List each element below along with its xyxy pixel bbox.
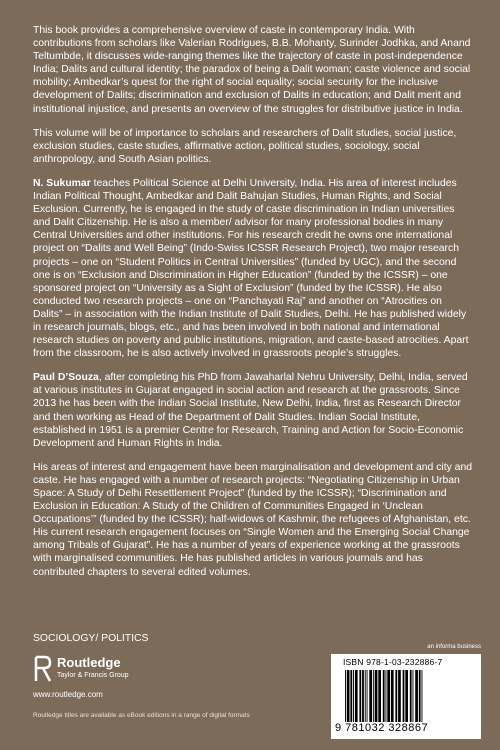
routledge-logo-icon <box>33 655 53 683</box>
souza-bio-text: , after completing his PhD from Jawaharlal Nehru University, Delhi, India, served at various institutes in Gujarat engaged in social action and research at the grassroots. Since 2013 he has been with the Indian Social Institute, New Delhi, India, first as Research Director and then working as Head of the Department of Dalit Studies. Indian Social Institute, established in 1951 is a premier Centre for Research, Training and Action for Socio-Economic Development and Human Rights in India. <box>33 372 468 449</box>
author-name-sukumar: N. Sukumar <box>33 177 91 189</box>
barcode-digits: 9 781032 328867 <box>335 722 429 734</box>
ebook-note: Routledge titles are available as eBook editions in a range of digital formats <box>33 712 250 719</box>
blurb <box>33 24 473 587</box>
souza-bio-paragraph <box>33 371 473 450</box>
isbn-label: ISBN 978-1-03-232886-7 <box>343 657 443 667</box>
souza-interests-paragraph: His areas of interest and engagement have been marginalisation and development and city and caste. He has engaged with a number of research projects: “Negotiating Citizenship in Urban Space: A Study of Delhi Resettlement Project” (funded by the ICSSR); “Discrimination and Exclusion in Education: A Study of the Children of Communities Engaged in ‘Unclean Occupations’” (funded by the ICSSR); half-widows of Kashmir, the refugees of Afghanistan, etc. His current research engagement focuses on “Single Women and the Emerging Social Change among Tribals of Gujarat”. He has a number of years of experience working at the grassroots with marginalised communities. He has published articles in various journals and has contributed chapters to several edited volumes. <box>33 461 472 578</box>
overview-paragraph: This book provides a comprehensive overview of caste in contemporary India. With contributions from scholars like Valerian Rodrigues, B.B. Mohanty, Surinder Jodhka, and Anand Teltumbde, it discusses wide-ranging themes like the trajectory of caste in post-independence India; Dalits and cultural identity; the paradox of being a Dalit woman; caste violence and social mobility; Ambedkar’s quest for the right of social equality; social security for the inclusive development of Dalits; discrimination and exclusion of Dalits in education; and Dalit merit and institutional injustice, and presents an overview of the struggles for distributive justice in India. <box>33 25 471 115</box>
informa-tagline: an informa business <box>427 644 481 650</box>
barcode-block <box>331 644 481 739</box>
sukumar-bio-text: teaches Political Science at Delhi University, India. His area of interest includes Indian Political Thought, Ambedkar and Dalit Bahujan Studies, Human Rights, and Social Exclusion. Currently, he is engaged in the study of caste discrimination in Indian universities and Dalit Citizenship. He is also a member/ advisor for many professional bodies in many Central Universities and other institutions. For his research credit he owns one international project on “Dalits and Well Being” (Indo-Swiss ICSSR Research Project), two major research projects – one on “Student Politics in Central Universities” (funded by UGC), and the second one is on “Exclusion and Discrimination in Higher Education” (funded by the ICSSR) – one sponsored project on “University as a Sight of Exclusion” (funded by the ICSSR). He also conducted two research projects – one on “Panchayati Raj” and another on “Atrocities on Dalits” – in association with the Indian Institute of Dalit Studies, Delhi. He has published widely in research journals, blogs, etc., and has been involved in both national and international research studies on poverty and public institutions, migration, and caste-based atrocities. Apart from the classroom, he is also actively involved in grassroots people’s struggles. <box>33 177 469 360</box>
subject-category: SOCIOLOGY/ POLITICS <box>33 633 149 644</box>
publisher-group: Taylor & Francis Group <box>57 672 129 679</box>
publisher-website[interactable]: www.routledge.com <box>33 690 103 699</box>
barcode-image <box>341 668 471 726</box>
author-name-souza: Paul D’Souza <box>33 372 99 384</box>
publisher-name: Routledge <box>57 655 121 670</box>
barcode-box <box>331 654 481 739</box>
sukumar-bio-paragraph <box>33 177 473 360</box>
audience-paragraph: This volume will be of importance to scholars and researchers of Dalit studies, social justice, exclusion studies, caste studies, affirmative action, political studies, sociology, social anthropology, and South Asian politics. <box>33 127 457 165</box>
publisher-logo <box>33 655 233 687</box>
